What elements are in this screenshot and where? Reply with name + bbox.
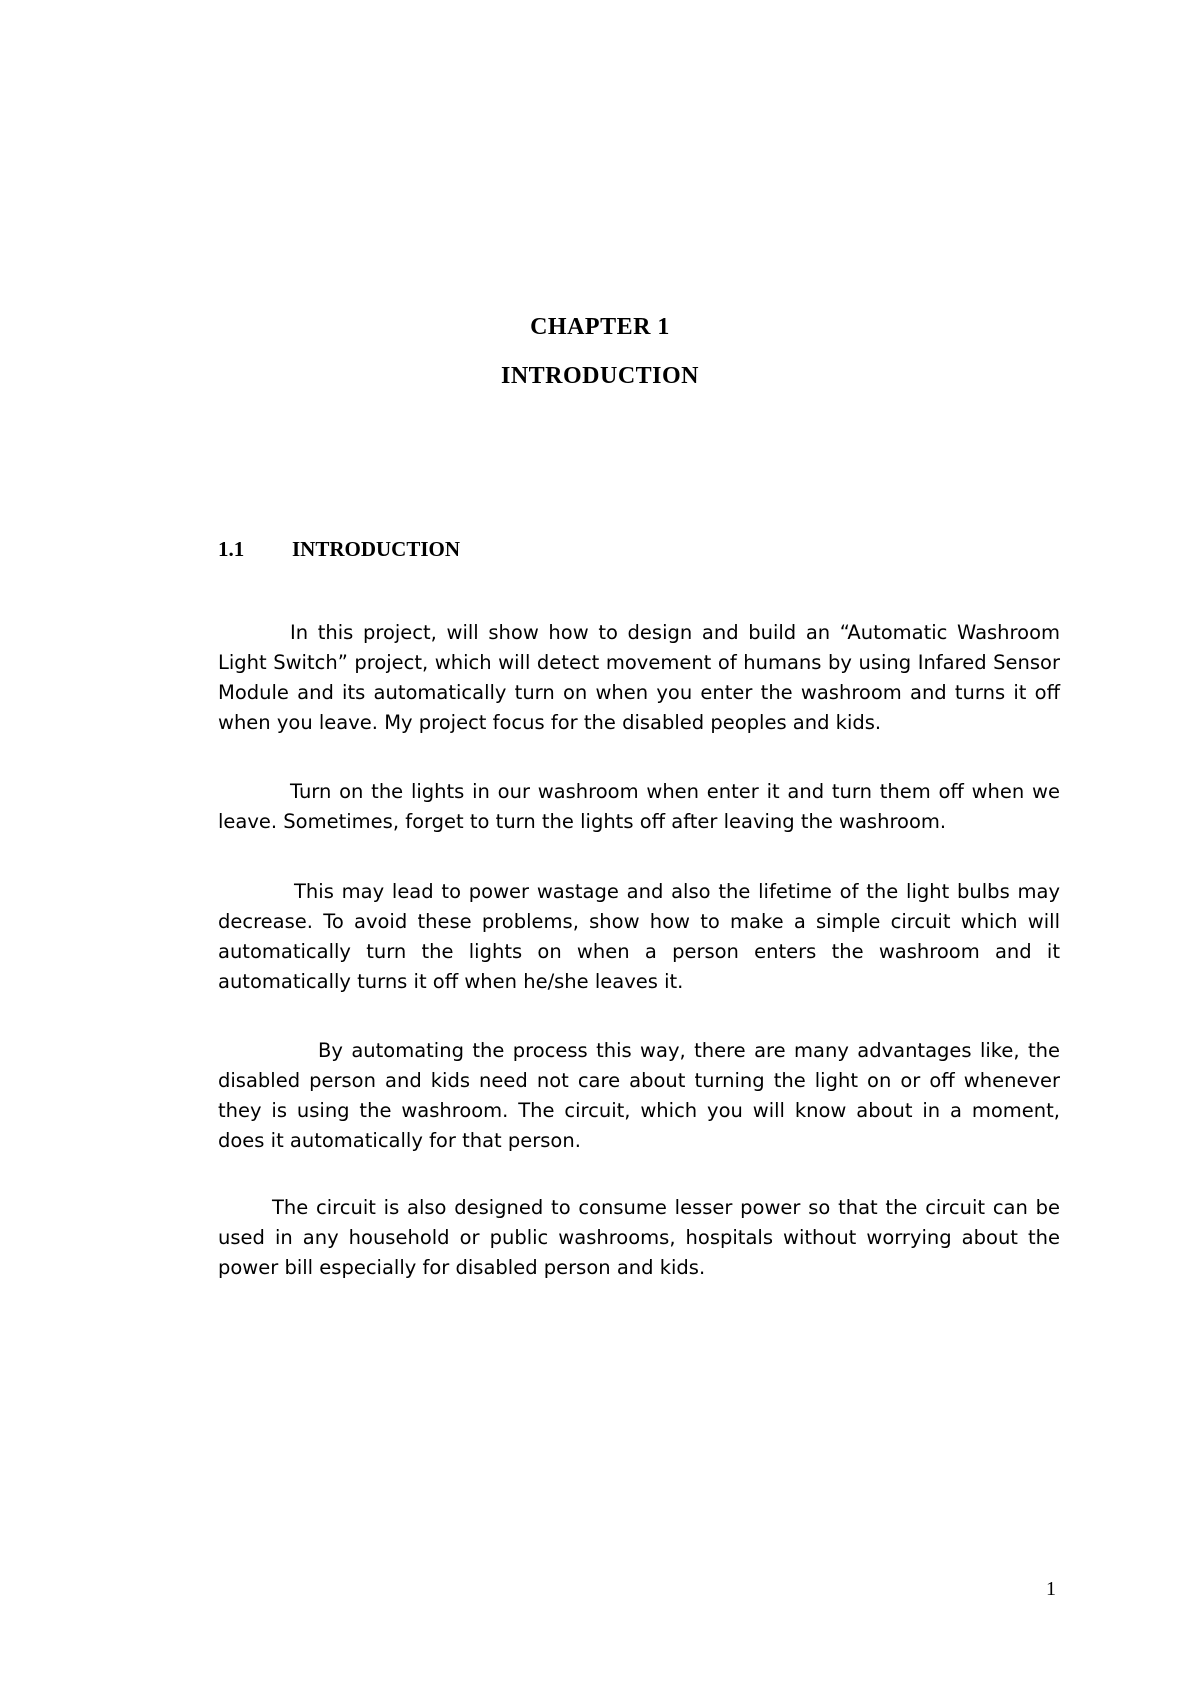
section-number: 1.1	[218, 537, 245, 561]
body-paragraph: Turn on the lights in our washroom when enter it and turn them off when we leave. Sometimes, forget to turn the lights off after leaving the washroom.	[218, 780, 1060, 833]
chapter-label: CHAPTER 1	[530, 314, 670, 340]
page-number: 1	[1046, 1578, 1056, 1600]
chapter-title: INTRODUCTION	[500, 363, 700, 389]
body-paragraph: This may lead to power wastage and also the lifetime of the light bulbs may decrease. To avoid these problems, show how to make a simple circuit which will automatically turn the lights on when a person enters the washroom and it automatically turns it off when he/she leaves it.	[218, 880, 1060, 993]
section-heading	[218, 537, 460, 562]
section-title: INTRODUCTION	[292, 537, 461, 561]
body-paragraph: By automating the process this way, there are many advantages like, the disabled person and kids need not care about turning the light on or off whenever they is using the washroom. The circuit, which you will know about in a moment, does it automatically for that person.	[218, 1039, 1060, 1152]
body-paragraph: The circuit is also designed to consume lesser power so that the circuit can be used in any household or public washrooms, hospitals without worrying about the power bill especially for disabled person and kids.	[218, 1196, 1060, 1279]
body-paragraph: In this project, will show how to design and build an “Automatic Washroom Light Switch” project, which will detect movement of humans by using Infared Sensor Module and its automatically turn on when you enter the washroom and turns it off when you leave. My project focus for the disabled peoples and kids.	[218, 621, 1060, 734]
